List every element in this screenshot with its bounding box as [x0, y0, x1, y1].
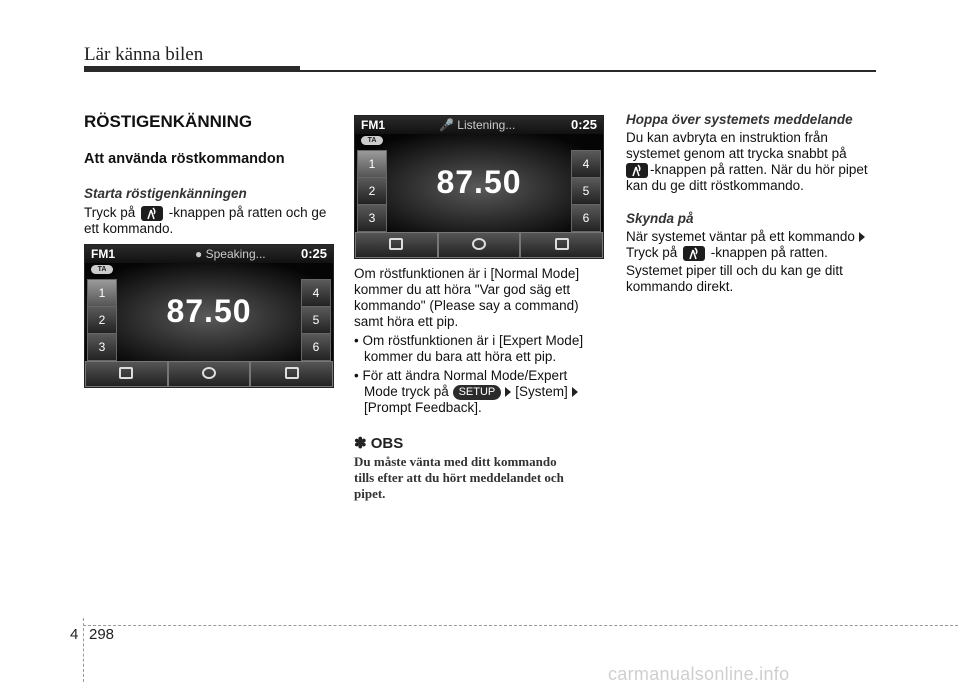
- preset-3[interactable]: 3: [87, 333, 117, 361]
- line: Om röstfunktionen är i [Normal Mode]: [354, 266, 580, 281]
- line: kan du ge ditt röstkommando.: [626, 178, 804, 193]
- radio-info-button[interactable]: [85, 361, 168, 387]
- screen-bottom-bar: [85, 361, 333, 387]
- header-rule-thick: [84, 66, 300, 72]
- line: [364, 384, 604, 400]
- triangle-right-icon: [505, 387, 511, 397]
- voice-talk-icon: [683, 246, 705, 261]
- scan-button[interactable]: [168, 361, 251, 387]
- line: systemet genom att trycka snabbt på: [626, 146, 847, 161]
- page-number: 298: [89, 626, 115, 643]
- header-rule-thin: [300, 70, 876, 72]
- line: kommer du att höra "Var god säg ett: [354, 282, 571, 297]
- footer-rule-vertical: [83, 618, 85, 682]
- preset-2[interactable]: 2: [357, 177, 387, 205]
- line: samt höra ett pip.: [354, 314, 459, 329]
- mode-paragraph: [354, 266, 604, 330]
- frequency: 87.50: [166, 293, 252, 329]
- scan-icon: [472, 238, 486, 250]
- bullet-expert: [354, 333, 604, 365]
- line-pre: Tryck på: [626, 245, 678, 260]
- obs-title: ✽ OBS: [354, 435, 404, 452]
- skip-paragraph: [626, 130, 877, 194]
- right-column: [626, 112, 877, 295]
- line: Du måste vänta med ditt kommando: [354, 454, 557, 469]
- screen-main: [85, 263, 333, 361]
- voice-talk-icon: [626, 163, 648, 178]
- start-line2: ett kommando.: [84, 221, 174, 236]
- line: Du kan avbryta en instruktion från: [626, 130, 828, 145]
- preset-2[interactable]: 2: [87, 306, 117, 334]
- radio-info-button[interactable]: [355, 232, 438, 258]
- watermark: carmanualsonline.info: [608, 664, 790, 684]
- timer: 0:25: [300, 246, 327, 261]
- preset-4[interactable]: 4: [571, 150, 601, 178]
- preset-5[interactable]: 5: [301, 306, 331, 334]
- preset-5[interactable]: 5: [571, 177, 601, 205]
- chapter-number: 4: [70, 626, 79, 643]
- frequency: 87.50: [436, 164, 522, 200]
- skip-heading: Hoppa över systemets meddelande: [626, 112, 853, 127]
- hurry-paragraph: [626, 229, 877, 295]
- triangle-right-icon: [572, 387, 578, 397]
- hurry-heading: Skynda på: [626, 211, 694, 226]
- line: kommando" (Please say a command): [354, 298, 579, 313]
- start-post: -knappen på ratten och ge: [168, 205, 327, 220]
- band-label: FM1: [91, 247, 115, 261]
- start-pre: Tryck på: [84, 205, 136, 220]
- scan-icon: [202, 367, 216, 379]
- footer-rule-horizontal: [83, 625, 960, 626]
- voice-talk-icon: [141, 206, 163, 221]
- listening-status: 🎤 Listening...: [439, 118, 516, 132]
- radio-screen-listening: [354, 115, 604, 259]
- section-subtitle: Att använda röstkommandon: [84, 151, 285, 167]
- preset-3[interactable]: 3: [357, 204, 387, 232]
- bullet-change-mode: [354, 368, 604, 416]
- setup-key: SETUP: [453, 385, 502, 400]
- middle-column: [354, 266, 604, 502]
- left-column: [84, 112, 334, 237]
- line: kommer du bara att höra ett pip.: [364, 349, 557, 364]
- line-text: När systemet väntar på ett kommando: [626, 229, 855, 244]
- line: [Prompt Feedback].: [364, 400, 482, 415]
- screen-bottom-bar: [355, 232, 603, 258]
- scan-button[interactable]: [438, 232, 521, 258]
- line: [626, 229, 877, 245]
- line: pipet.: [354, 486, 386, 501]
- line: [626, 245, 877, 261]
- line: • För att ändra Normal Mode/Expert: [354, 368, 568, 383]
- screen-status-bar: [85, 245, 333, 263]
- screen-main: [355, 134, 603, 232]
- grid-icon: [285, 367, 299, 379]
- screen-status-bar: [355, 116, 603, 134]
- radio-screen-speaking: [84, 244, 334, 388]
- line: tills efter att du hört meddelandet och: [354, 470, 564, 485]
- radio-icon: [119, 367, 133, 379]
- start-paragraph: [84, 205, 334, 237]
- line: • Om röstfunktionen är i [Expert Mode]: [354, 333, 584, 348]
- line-post: -knappen på ratten.: [710, 245, 828, 260]
- line-post: -knappen på ratten. När du hör pipet: [650, 162, 868, 177]
- preset-1[interactable]: 1: [357, 150, 387, 178]
- triangle-right-icon: [859, 232, 865, 242]
- ta-badge: TA: [361, 136, 383, 145]
- preset-6[interactable]: 6: [301, 333, 331, 361]
- menu-button[interactable]: [250, 361, 333, 387]
- band-label: FM1: [361, 118, 385, 132]
- obs-body: [354, 454, 604, 502]
- line: Systemet piper till och du kan ge ditt: [626, 263, 843, 278]
- section-title: RÖSTIGENKÄNNING: [84, 112, 253, 131]
- preset-1[interactable]: 1: [87, 279, 117, 307]
- line: kommando direkt.: [626, 279, 734, 294]
- grid-icon: [555, 238, 569, 250]
- speaking-status: ● Speaking...: [195, 247, 266, 261]
- chapter-title: Lär känna bilen: [84, 44, 204, 65]
- start-heading: Starta röstigenkänningen: [84, 186, 247, 201]
- preset-4[interactable]: 4: [301, 279, 331, 307]
- preset-6[interactable]: 6: [571, 204, 601, 232]
- menu-button[interactable]: [520, 232, 603, 258]
- line-pre: Mode tryck på: [364, 384, 449, 399]
- line-post: [System]: [515, 384, 568, 399]
- line: [626, 162, 877, 178]
- ta-badge: TA: [91, 265, 113, 274]
- radio-icon: [389, 238, 403, 250]
- timer: 0:25: [570, 117, 597, 132]
